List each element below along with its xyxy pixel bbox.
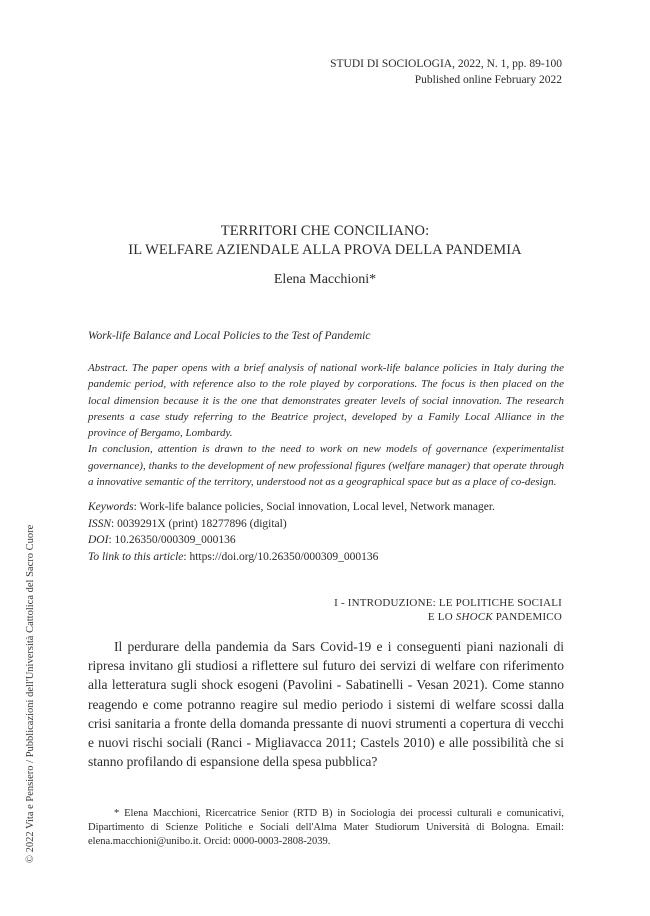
doi-value: : 10.26350/000309_000136: [108, 534, 236, 546]
article-title-line-2: IL WELFARE AZIENDALE ALLA PROVA DELLA PANDEMIA: [128, 242, 522, 258]
issn-value: : 0039291X (print) 18277896 (digital): [111, 517, 287, 530]
doi-line: [88, 532, 564, 549]
section-heading-line-1: I - INTRODUZIONE: LE POLITICHE SOCIALI: [334, 597, 562, 609]
abstract-paragraph-2: In conclusion, attention is drawn to the need to work on new models of governance (experimentalist governance), thanks to the development of new professional figures (welfare manager) that operate through a innovative semantic of the territory, understood not as a geographical space but as a place of co-design.: [88, 443, 564, 489]
link-label: To link to this article: [88, 550, 184, 563]
section-heading-post: PANDEMICO: [492, 611, 562, 623]
section-heading-italic: SHOCK: [455, 611, 493, 623]
keywords-line: [88, 499, 564, 516]
link-line: [88, 549, 564, 566]
abstract: [88, 360, 564, 490]
abstract-paragraph-1: Abstract. The paper opens with a brief analysis of national work-life balance policies in Italy during the pandemic period, with reference also to the role played by corporations. The focus is then placed on the local dimension because it is the one that demonstrates greater levels of social innovation. The research presents a case study referring to the Beatrice project, developed by a Family Local Alliance in the province of Bergamo, Lombardy.: [88, 362, 564, 440]
issn-label: ISSN: [88, 517, 111, 530]
doi-label: DOI: [88, 534, 109, 546]
section-heading-pre: E LO: [427, 611, 456, 623]
journal-citation: STUDI DI SOCIOLOGIA, 2022, N. 1, pp. 89-100: [330, 58, 562, 70]
english-title: Work-life Balance and Local Policies to the Test of Pandemic: [88, 330, 371, 342]
keywords-value: : Work-life balance policies, Social innovation, Local level, Network manager.: [133, 501, 495, 513]
footnote: [88, 807, 564, 850]
article-link[interactable]: : https://doi.org/10.26350/000309_000136: [183, 550, 379, 563]
body-text: [88, 637, 564, 771]
journal-header: [330, 56, 562, 88]
footnote-text: * Elena Macchioni, Ricercatrice Senior (RTD B) in Sociologia dei processi culturali e comunicativi, Dipartimento di Scienze Politiche e Sociali dell'Alma Mater Studiorum Università di Bologna. Email: elena.macchioni@unibo.it. Orcid: 0000-0003-2808-2039.: [88, 808, 564, 848]
section-heading-line-2: [334, 610, 562, 624]
issn-line: [88, 516, 564, 533]
article-title: [0, 222, 650, 260]
copyright-sidebar: © 2022 Vita e Pensiero / Pubblicazioni dell'Università Cattolica del Sacro Cuore: [25, 524, 36, 863]
article-metadata: [88, 499, 564, 565]
keywords-label: Keywords: [88, 501, 134, 513]
publication-date: Published online February 2022: [414, 74, 562, 86]
author-name: Elena Macchioni*: [273, 272, 377, 287]
article-title-line-1: TERRITORI CHE CONCILIANO:: [220, 223, 430, 239]
body-paragraph-1: Il perdurare della pandemia da Sars Covid-19 e i conseguenti piani nazionali di ripresa invitano gli studiosi a riflettere sul futuro dei servizi di welfare con riferimento alla letteratura sugli shock esogeni (Pavolini - Sabatinelli - Vesan 2021). Come stanno reagendo e come potranno reagire sul medio periodo i sistemi di welfare scossi dalla crisi sanitaria a fronte della domanda pressante di nuovi strumenti a copertura di vecchi e nuovi rischi sociali (Ranci - Migliavacca 2011; Castels 2010) e alle possibilità che si stanno profilando di espansione della spesa pubblica?: [88, 639, 564, 770]
section-heading: [334, 596, 562, 624]
